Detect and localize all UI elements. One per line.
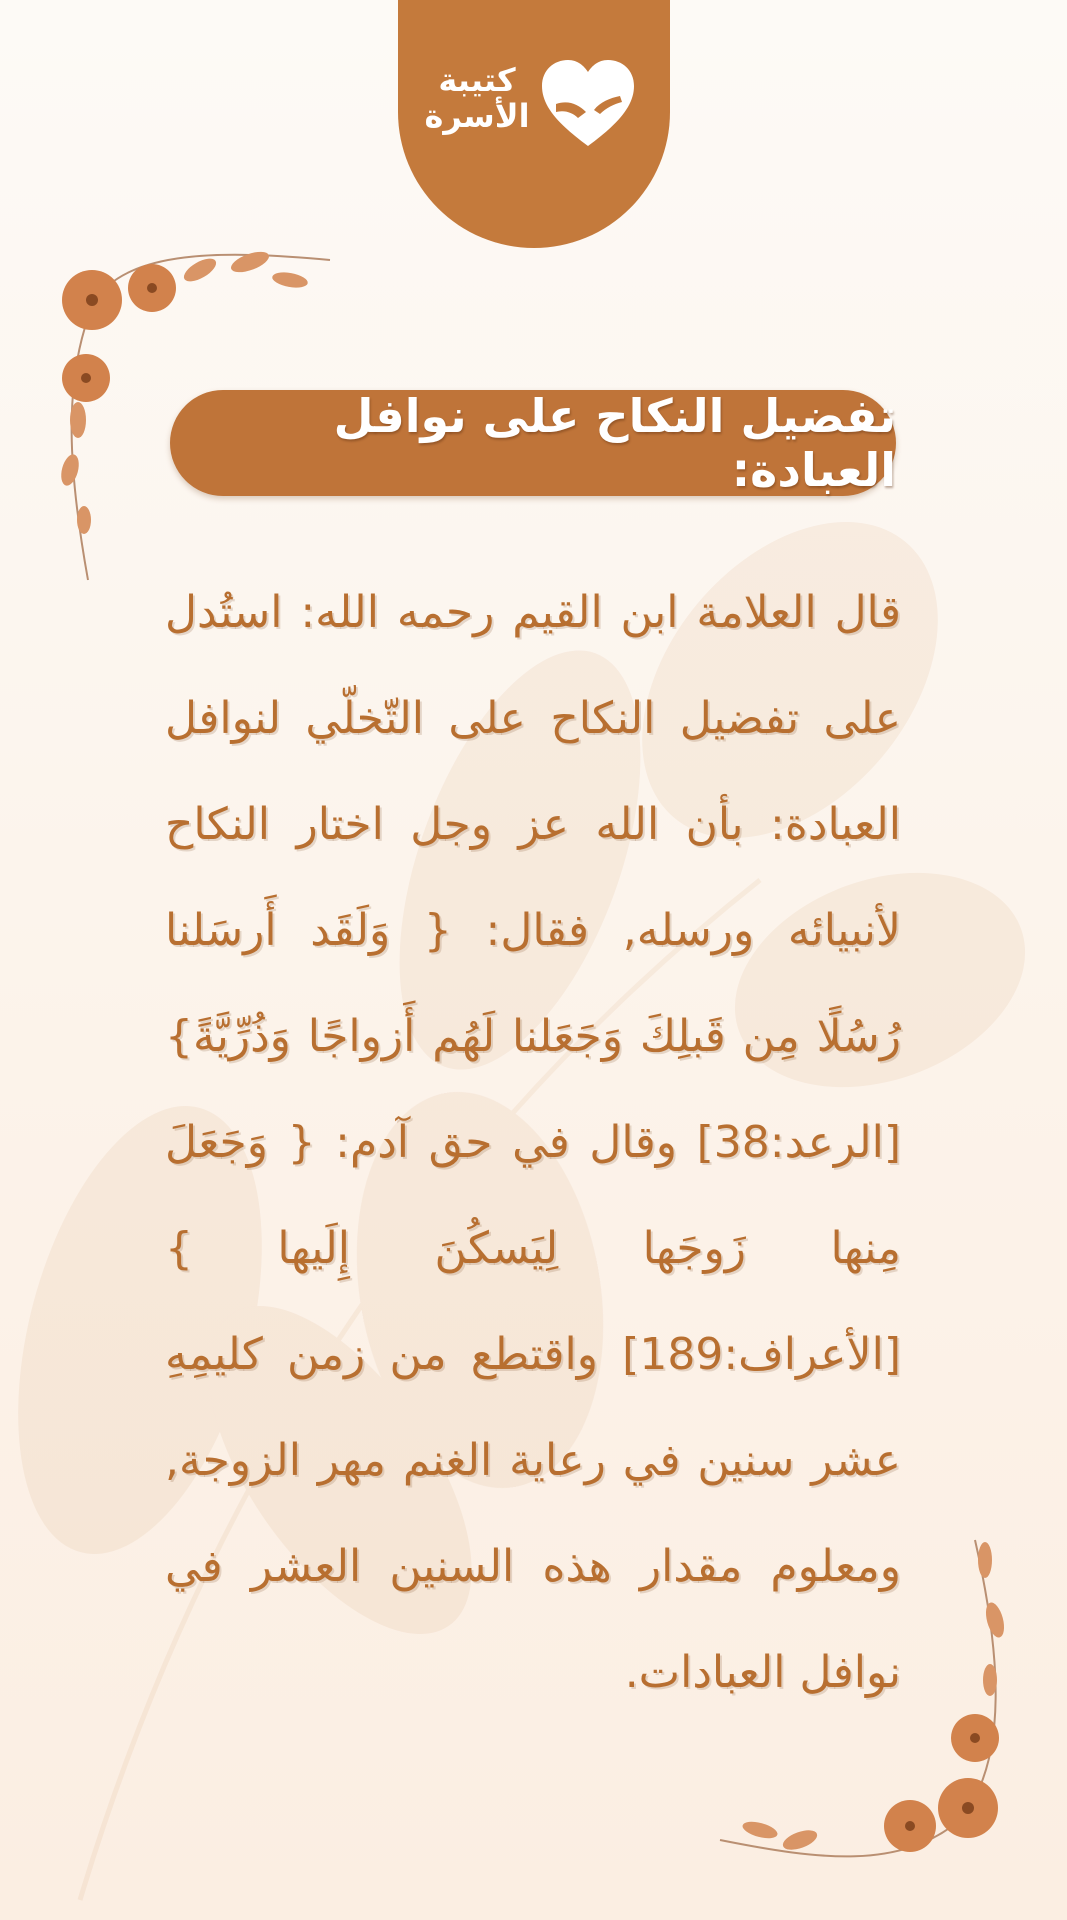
title-banner — [170, 390, 896, 496]
quote-body — [165, 560, 901, 1726]
heart-hands-icon — [538, 56, 638, 152]
logo-line-1: كتيبة — [438, 61, 516, 99]
page-title: تفضيل النكاح على نوافل العبادة: — [333, 389, 896, 497]
logo-line-2: الأسرة — [424, 97, 530, 135]
logo-text — [418, 62, 536, 134]
quote-paragraph: قال العلامة ابن القيم رحمه الله: استُدل على تفضيل النكاح على التّخلّي لنوافل العبادة: بأن الله عز وجل اختار النكاح لأنبيائه ورسله, فقال: { وَلَقَد أَرسَلنا رُسُلًا مِن قَبلِكَ وَجَعَلنا لَهُم أَزواجًا وَذُرِّيَّةً} [الرعد:38] وقال في حق آدم: { وَجَعَلَ مِنها زَوجَها لِيَسكُنَ إِلَيها } [الأعراف:189] واقتطع من زمن كليمِهِ عشر سنين في رعاية الغنم مهر الزوجة, ومعلوم مقدار هذه السنين العشر في نوافل العبادات. — [165, 587, 901, 1698]
